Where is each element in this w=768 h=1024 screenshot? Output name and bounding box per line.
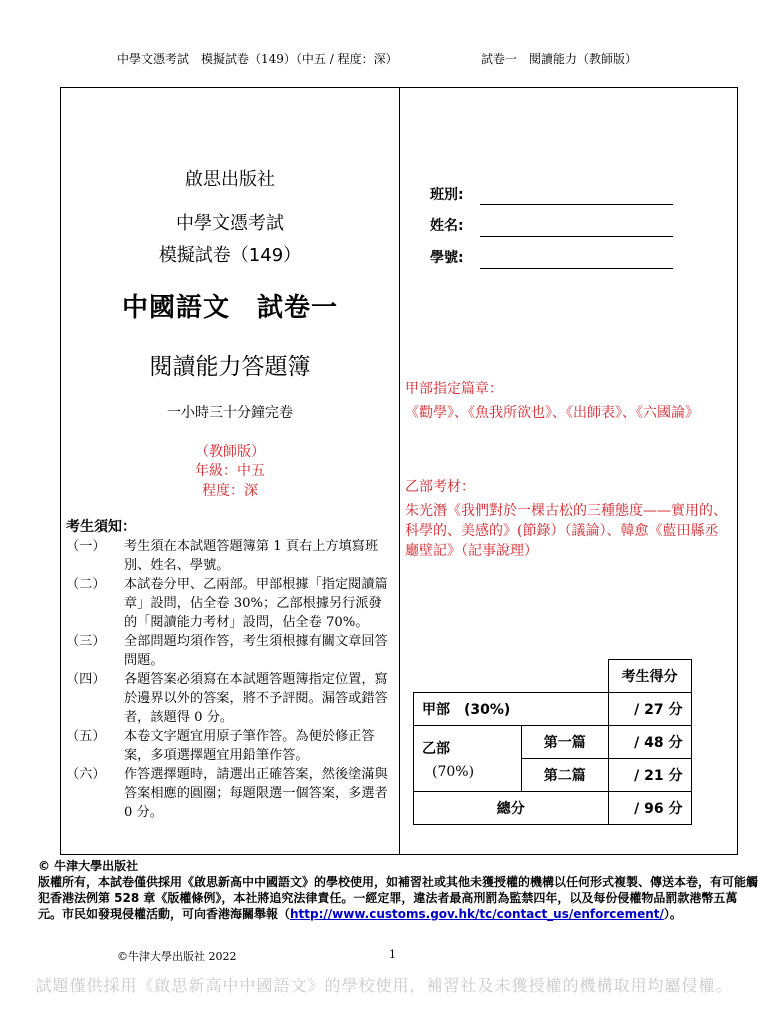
part-b-texts: 朱光潛《我們對於一棵古松的三種態度——實用的、科學的、美感的》(節錄）（議論）、韓愈《藍田縣丞廳壁記》（記事說理） (405, 503, 727, 559)
copyright-text: 版權所有，本試卷僅供採用《啟思新高中中國語文》的學校使用，如補習社或其他未獲授權的機構以任何形式複製、傳送本卷，有可能觸犯香港法例第 528 章《版權條例》，本社將追究法律責任。一經定罪，違法者最高刑罰為監禁四年，以及每份侵權物品罰款港幣五萬元。市民如發現侵權活動，可向香港海關舉報（ (38, 875, 759, 921)
student-number-label: 學號: (430, 250, 464, 266)
student-number-field[interactable] (480, 268, 673, 269)
notice-text: 各題答案必須寫在本試題答題簿指定位置，寫於邊界以外的答案，將不予評閱。漏答或錯答者，該題得 0 分。 (124, 672, 388, 725)
part-a-heading: 甲部指定篇章： (405, 381, 503, 397)
notice-number: （四） (66, 672, 106, 687)
notice-item (66, 727, 396, 765)
copyright-text-end: ）。 (663, 907, 682, 921)
notice-text: 本試卷分甲、乙兩部。甲部根據「指定閱讀篇章」設問，佔全卷 30%；乙部根據另行派發的「閱讀能力考材」設問，佔全卷 70%。 (124, 577, 388, 630)
copyright-body (38, 874, 758, 922)
publisher: 啟思出版社 (185, 169, 275, 190)
customs-link[interactable]: http://www.customs.gov.hk/tc/contact_us/enforcement/ (290, 907, 664, 921)
notice-number: （五） (66, 729, 106, 744)
section1-score: / 48 分 (608, 726, 691, 759)
notice-number: （一） (66, 539, 106, 554)
part-b-weight: (70%) (432, 763, 475, 780)
total-score: / 96 分 (608, 792, 691, 825)
score-table (413, 659, 692, 825)
level: 程度：深 (202, 483, 258, 499)
notice-text: 本卷文字題宜用原子筆作答。為便於修正答案，多項選擇題宜用鉛筆作答。 (124, 729, 375, 763)
part-a-score-label: 甲部 (30%) (414, 693, 609, 726)
booklet-title: 閱讀能力答題簿 (149, 354, 311, 380)
total-label: 總分 (414, 792, 609, 825)
notice-item (66, 537, 396, 575)
class-field[interactable] (480, 204, 673, 205)
part-a-score: / 27 分 (608, 693, 691, 726)
section2-score: / 21 分 (608, 759, 691, 792)
name-label: 姓名: (430, 218, 464, 234)
section2-label: 第二篇 (522, 759, 609, 792)
notice-number: （六） (66, 767, 106, 782)
copyright-owner: © 牛津大學出版社 (38, 859, 139, 873)
part-b-section (405, 477, 730, 561)
footer-copyright: ©牛津大學出版社 2022 (117, 950, 237, 963)
notice-text: 作答選擇題時，請選出正確答案，然後塗滿與答案相應的圓圈；每題限選一個答案，多選者 0 分。 (124, 767, 388, 820)
watermark: 試題僅供採用《啟思新高中中國語文》的學校使用，補習社及未獲授權的機構取用均屬侵權。 (35, 976, 733, 995)
notice-number: （三） (66, 634, 106, 649)
part-a-section (405, 379, 730, 423)
notice-item (66, 632, 396, 670)
notice-title: 考生須知： (66, 519, 136, 535)
header-right: 試卷一 閱讀能力（教師版） (481, 52, 638, 66)
notice-text: 考生須在本試題答題簿第 1 頁右上方填寫班別、姓名、學號。 (124, 539, 379, 573)
section1-label: 第一篇 (522, 726, 609, 759)
grade: 年級：中五 (195, 463, 265, 479)
exam-title: 中學文憑考試 (176, 213, 284, 234)
notice-number: （二） (66, 577, 106, 592)
notice-text: 全部問題均須作答，考生須根據有關文章回答問題。 (124, 634, 388, 668)
notice-list (66, 537, 396, 822)
edition: （教師版） (195, 444, 265, 460)
notice-item (66, 670, 396, 727)
paper-number: 模擬試卷（149） (158, 245, 302, 266)
copyright-notice (38, 858, 758, 922)
name-field[interactable] (480, 236, 673, 237)
score-header: 考生得分 (608, 660, 691, 693)
subject-title: 中國語文 試卷一 (121, 293, 338, 323)
part-b-label: 乙部 (422, 740, 450, 757)
part-a-texts: 《勸學》、《魚我所欲也》、《出師表》、《六國論》 (405, 405, 699, 421)
notice-item (66, 575, 396, 632)
notice-item (66, 765, 396, 822)
page-number: 1 (389, 948, 396, 961)
class-label: 班別: (430, 187, 464, 203)
part-b-score-label (414, 726, 522, 792)
header-left: 中學文憑考試 模擬試卷（149）（中五 / 程度：深） (117, 52, 398, 66)
part-b-heading: 乙部考材： (405, 479, 475, 495)
duration: 一小時三十分鐘完卷 (167, 405, 293, 421)
